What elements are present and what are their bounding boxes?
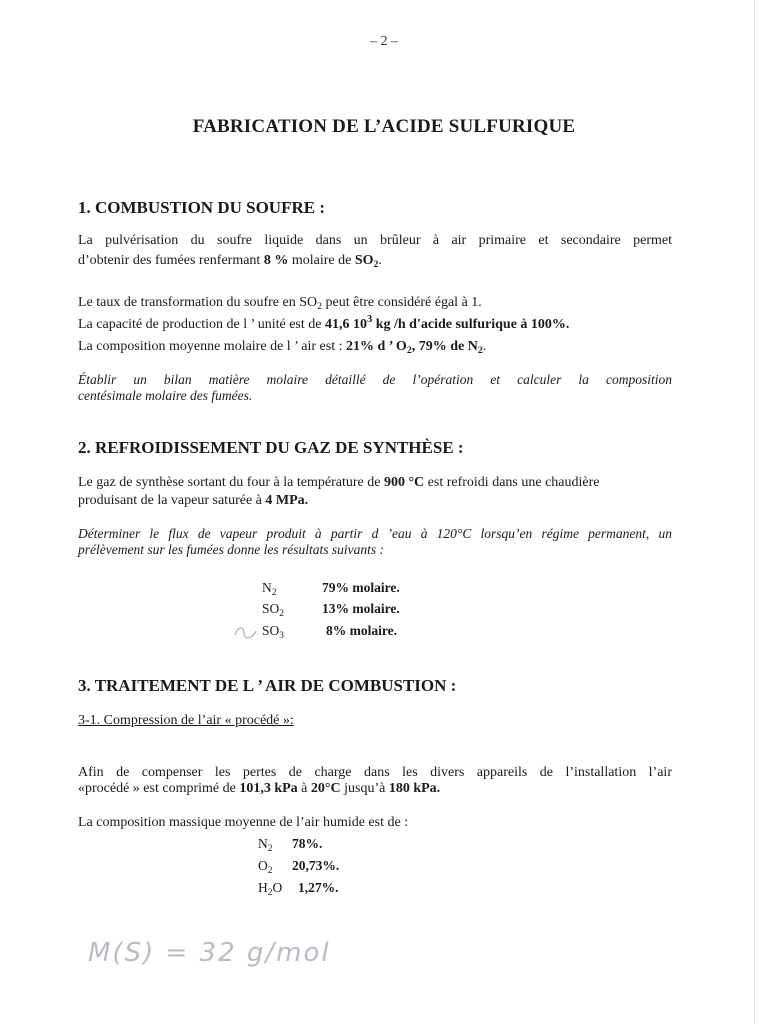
composition-symbol: $H_2O$ (258, 880, 283, 898)
section-1-heading: 1. COMBUSTION DU SOUFRE : (78, 198, 325, 217)
composition-value: 20,73%. (292, 858, 340, 873)
scan-edge (754, 0, 755, 1024)
s2-paragraph-1-line-2: produisant de la vapeur saturée à 4 MPa. (78, 493, 309, 508)
composition-value: 8% molaire. (326, 623, 397, 638)
composition-value: 13% molaire. (322, 601, 400, 616)
s3-paragraph-1-line-1: Afin de compenser les pertes de charge dans les divers appareils de l’installation l’air (78, 765, 672, 780)
s2-paragraph-1-line-1: Le gaz de synthèse sortant du four à la température de 900 °C est refroidi dans une chaudière (78, 475, 600, 490)
s3-composition-list (258, 836, 458, 906)
s3-paragraph-2: La composition massique moyenne de l’air humide est de : (78, 815, 409, 830)
s1-paragraph-1-line-1: La pulvérisation du soufre liquide dans un brûleur à air primaire et secondaire permet (78, 233, 672, 248)
composition-symbol: $N_2$ (262, 580, 277, 598)
composition-value: 1,27%. (298, 880, 339, 895)
document-title: FABRICATION DE L’ACIDE SULFURIQUE (192, 116, 576, 137)
section-2-heading: 2. REFROIDISSEMENT DU GAZ DE SYNTHÈSE : (78, 438, 464, 457)
s2-task-line-2: prélèvement sur les fumées donne les résultats suivants : (78, 542, 384, 557)
s1-task-line-1: Établir un bilan matière molaire détaillé de l’opération et calculer la composition (78, 372, 672, 387)
composition-symbol: $O_2$ (258, 858, 273, 876)
s3-paragraph-1-line-2: «procédé » est comprimé de 101,3 kPa à 20°C jusqu’à 180 kPa. (78, 781, 441, 796)
page-number: – 2 – (370, 34, 398, 49)
s1-paragraph-1-line-2: d’obtenir des fumées renfermant 8 % molaire de $SO_2$. (78, 253, 382, 270)
composition-symbol: $SO_2$ (262, 601, 284, 619)
s2-task-line-1: Déterminer le flux de vapeur produit à partir d ’eau à 120°C lorsqu’en régime permanent, un (78, 526, 672, 541)
pencil-scribble-mark (232, 622, 260, 642)
composition-value: 79% molaire. (322, 580, 400, 595)
s1-paragraph-4: La composition moyenne molaire de l ’ air est : 21% d ’ $O_2$, 79% de $N_2$. (78, 339, 487, 356)
s3-subsection-heading: 3-1. Compression de l’air « procédé »: (78, 713, 294, 728)
s2-composition-list (262, 580, 462, 650)
composition-symbol: $N_2$ (258, 836, 273, 854)
section-3-heading: 3. TRAITEMENT DE L ’ AIR DE COMBUSTION : (78, 676, 457, 695)
handwritten-note: M(S) = 32 g/mol (88, 938, 331, 968)
s1-paragraph-3: La capacité de production de l ’ unité est de 41,6 $10^3$ kg /h d'acide sulfurique à 100%. (78, 314, 570, 332)
composition-symbol: $SO_3$ (262, 623, 284, 641)
s1-task-line-2: centésimale molaire des fumées. (78, 388, 253, 403)
composition-value: 78%. (292, 836, 323, 851)
s1-paragraph-2: Le taux de transformation du soufre en $SO_2$ peut être considéré égal à 1. (78, 295, 482, 312)
